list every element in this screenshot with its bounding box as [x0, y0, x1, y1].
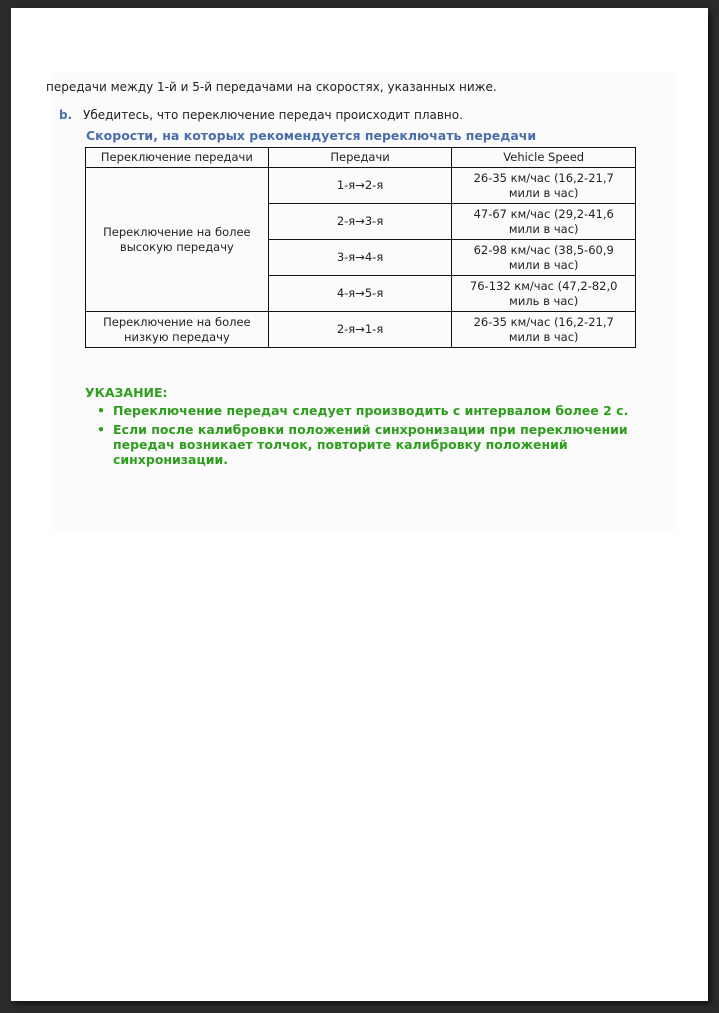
note-list — [85, 403, 645, 467]
gears-cell: 1-я→2-я — [268, 168, 452, 204]
speed-cell: 26-35 км/час (16,2-21,7 мили в час) — [452, 168, 636, 204]
speed-cell: 47-67 км/час (29,2-41,6 мили в час) — [452, 204, 636, 240]
header-shift: Переключение передачи — [86, 148, 269, 168]
bullet-icon: • — [97, 422, 105, 437]
note-item-text: Если после калибровки положений синхронизации при переключении передач возникает толчок, повторите калибровку положений синхронизации. — [113, 422, 628, 467]
speed-cell: 76-132 км/час (47,2-82,0 миль в час) — [452, 276, 636, 312]
gears-cell: 3-я→4-я — [268, 240, 452, 276]
downshift-label: Переключение на более низкую передачу — [86, 312, 269, 348]
note-block — [85, 385, 645, 471]
note-item — [85, 403, 645, 418]
table-row — [86, 168, 636, 204]
header-speed: Vehicle Speed — [452, 148, 636, 168]
table-title: Скорости, на которых рекомендуется переключать передачи — [86, 128, 537, 143]
note-item — [85, 422, 645, 467]
step-b — [59, 108, 463, 122]
speed-cell: 62-98 км/час (38,5-60,9 мили в час) — [452, 240, 636, 276]
note-item-text: Переключение передач следует производить с интервалом более 2 с. — [113, 403, 629, 418]
shift-speed-table — [85, 147, 636, 348]
intro-line: передачи между 1-й и 5-й передачами на скоростях, указанных ниже. — [46, 80, 497, 94]
upshift-label: Переключение на более высокую передачу — [86, 168, 269, 312]
step-marker: b. — [59, 108, 73, 122]
step-text: Убедитесь, что переключение передач происходит плавно. — [83, 108, 463, 122]
note-title: УКАЗАНИЕ: — [85, 385, 168, 400]
gears-cell: 4-я→5-я — [268, 276, 452, 312]
table-row — [86, 312, 636, 348]
speed-cell: 26-35 км/час (16,2-21,7 мили в час) — [452, 312, 636, 348]
bullet-icon: • — [97, 403, 105, 418]
table-header-row — [86, 148, 636, 168]
gears-cell: 2-я→3-я — [268, 204, 452, 240]
header-gears: Передачи — [268, 148, 452, 168]
gears-cell: 2-я→1-я — [268, 312, 452, 348]
